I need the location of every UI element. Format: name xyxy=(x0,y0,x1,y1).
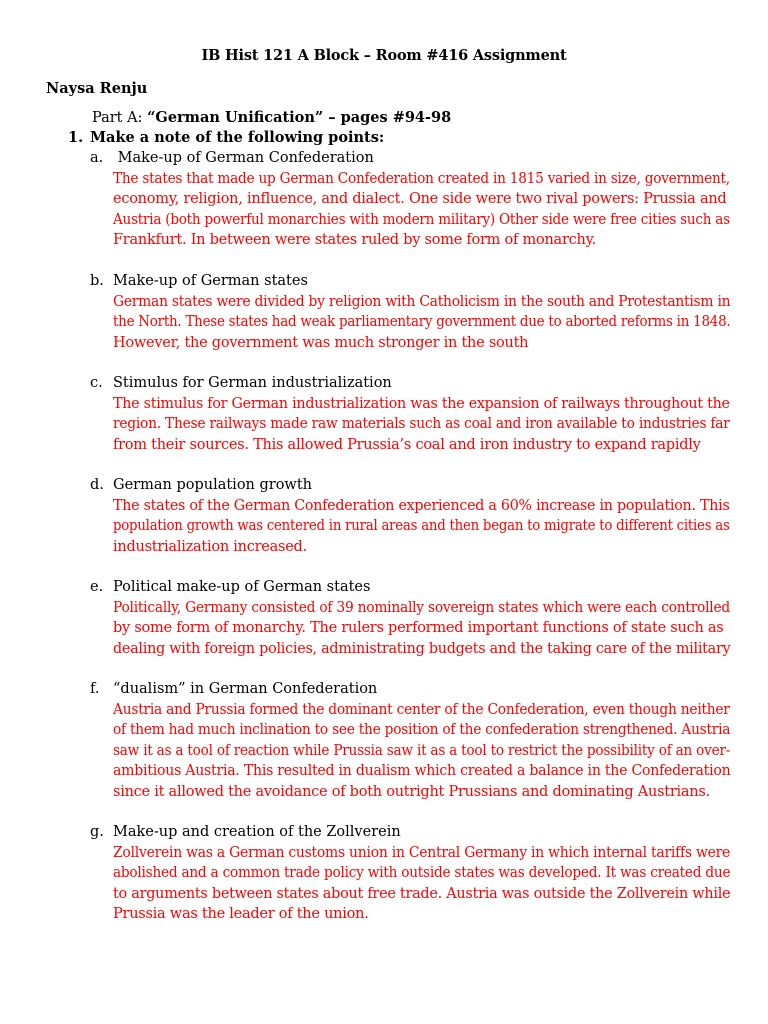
item-letter: e. xyxy=(90,579,104,595)
answer-line: Frankfurt. In between were states ruled by some form of monarchy. xyxy=(113,232,596,248)
part-title: “German Unification” – pages #94-98 xyxy=(147,109,452,126)
item-letter: f. xyxy=(90,681,100,697)
item-label: Make-up of German states xyxy=(113,273,308,289)
answer-line: Politically, Germany consisted of 39 nominally sovereign states which were each controlled xyxy=(113,599,730,616)
answer-line: ambitious Austria. This resulted in dualism which created a balance in the Confederation xyxy=(113,763,731,779)
item-label: Make-up and creation of the Zollverein xyxy=(113,824,401,840)
list-item-a xyxy=(90,148,730,251)
answer-line: population growth was centered in rural areas and then began to migrate to different cities as xyxy=(113,518,730,534)
answer-line: The states of the German Confederation experienced a 60% increase in population. This xyxy=(113,497,730,514)
answer-line: Zollverein was a German customs union in Central Germany in which internal tariffs were xyxy=(113,844,731,861)
item-label: Political make-up of German states xyxy=(113,579,371,595)
question-heading xyxy=(68,129,384,146)
answer-line: region. These railways made raw materials such as coal and iron available to industries far xyxy=(113,416,730,432)
answer-line: However, the government was much stronger in the south xyxy=(113,334,529,351)
question-number: 1. xyxy=(68,129,84,146)
list-item-g xyxy=(90,822,730,925)
item-label-row xyxy=(90,148,730,169)
item-letter: b. xyxy=(90,273,104,289)
item-label-row xyxy=(90,577,730,598)
item-label: Stimulus for German industrialization xyxy=(113,375,392,391)
list-item-d xyxy=(90,475,730,557)
item-label: German population growth xyxy=(113,477,313,493)
item-label-row xyxy=(90,679,730,700)
answer-line: by some form of monarchy. The rulers performed important functions of state such as xyxy=(113,620,724,636)
answer-line: from their sources. This allowed Prussia’s coal and iron industry to expand rapidly xyxy=(113,436,701,453)
document-title: IB Hist 121 A Block – Room #416 Assignment xyxy=(201,47,567,64)
answer-line: of them had much inclination to see the position of the confederation strengthened. Austria xyxy=(113,722,731,738)
item-answer xyxy=(113,394,730,456)
item-answer xyxy=(113,843,730,925)
author-name: Naysa Renju xyxy=(46,80,148,97)
item-label-row xyxy=(90,373,730,394)
list-item-f xyxy=(90,679,730,802)
item-label: Make-up of German Confederation xyxy=(113,150,374,166)
list-item-b xyxy=(90,271,730,353)
item-letter: d. xyxy=(90,477,104,493)
item-letter: a. xyxy=(90,150,104,166)
part-prefix: Part A: xyxy=(92,110,148,126)
answer-line: Austria (both powerful monarchies with modern military) Other side were free cities such as xyxy=(113,211,730,228)
answer-line: German states were divided by religion with Catholicism in the south and Protestantism in xyxy=(113,293,731,310)
item-label-row xyxy=(90,271,730,292)
list-item-c xyxy=(90,373,730,455)
answer-line: The stimulus for German industrialization was the expansion of railways throughout the xyxy=(113,395,730,412)
item-letter: g. xyxy=(90,824,104,840)
answer-line: the North. These states had weak parliamentary government due to aborted reforms in 1848. xyxy=(113,314,731,330)
part-heading xyxy=(92,109,451,126)
list-item-e xyxy=(90,577,730,659)
item-answer xyxy=(113,700,730,803)
item-label-row xyxy=(90,475,730,496)
answer-line: Austria and Prussia formed the dominant center of the Confederation, even though neither xyxy=(113,701,730,718)
question-text: Make a note of the following points: xyxy=(90,129,385,146)
item-answer xyxy=(113,496,730,558)
item-label: “dualism” in German Confederation xyxy=(113,681,378,697)
answer-line: to arguments between states about free trade. Austria was outside the Zollverein while xyxy=(113,885,731,902)
answer-line: The states that made up German Confederation created in 1815 varied in size, government, xyxy=(113,170,730,187)
item-answer xyxy=(113,169,730,251)
answer-line: dealing with foreign policies, administrating budgets and the taking care of the military xyxy=(113,640,731,657)
answer-line: Prussia was the leader of the union. xyxy=(113,906,369,922)
answer-line: saw it as a tool of reaction while Prussia saw it as a tool to restrict the possibility of an over- xyxy=(113,742,731,759)
answer-line: since it allowed the avoidance of both outright Prussians and dominating Austrians. xyxy=(113,783,710,800)
item-answer xyxy=(113,292,730,354)
item-answer xyxy=(113,598,730,660)
item-label-row xyxy=(90,822,730,843)
answer-line: abolished and a common trade policy with outside states was developed. It was created due xyxy=(113,865,731,881)
answer-line: industrialization increased. xyxy=(113,538,307,555)
answer-line: economy, religion, influence, and dialect. One side were two rival powers: Prussia and xyxy=(113,191,727,207)
item-letter: c. xyxy=(90,375,103,391)
